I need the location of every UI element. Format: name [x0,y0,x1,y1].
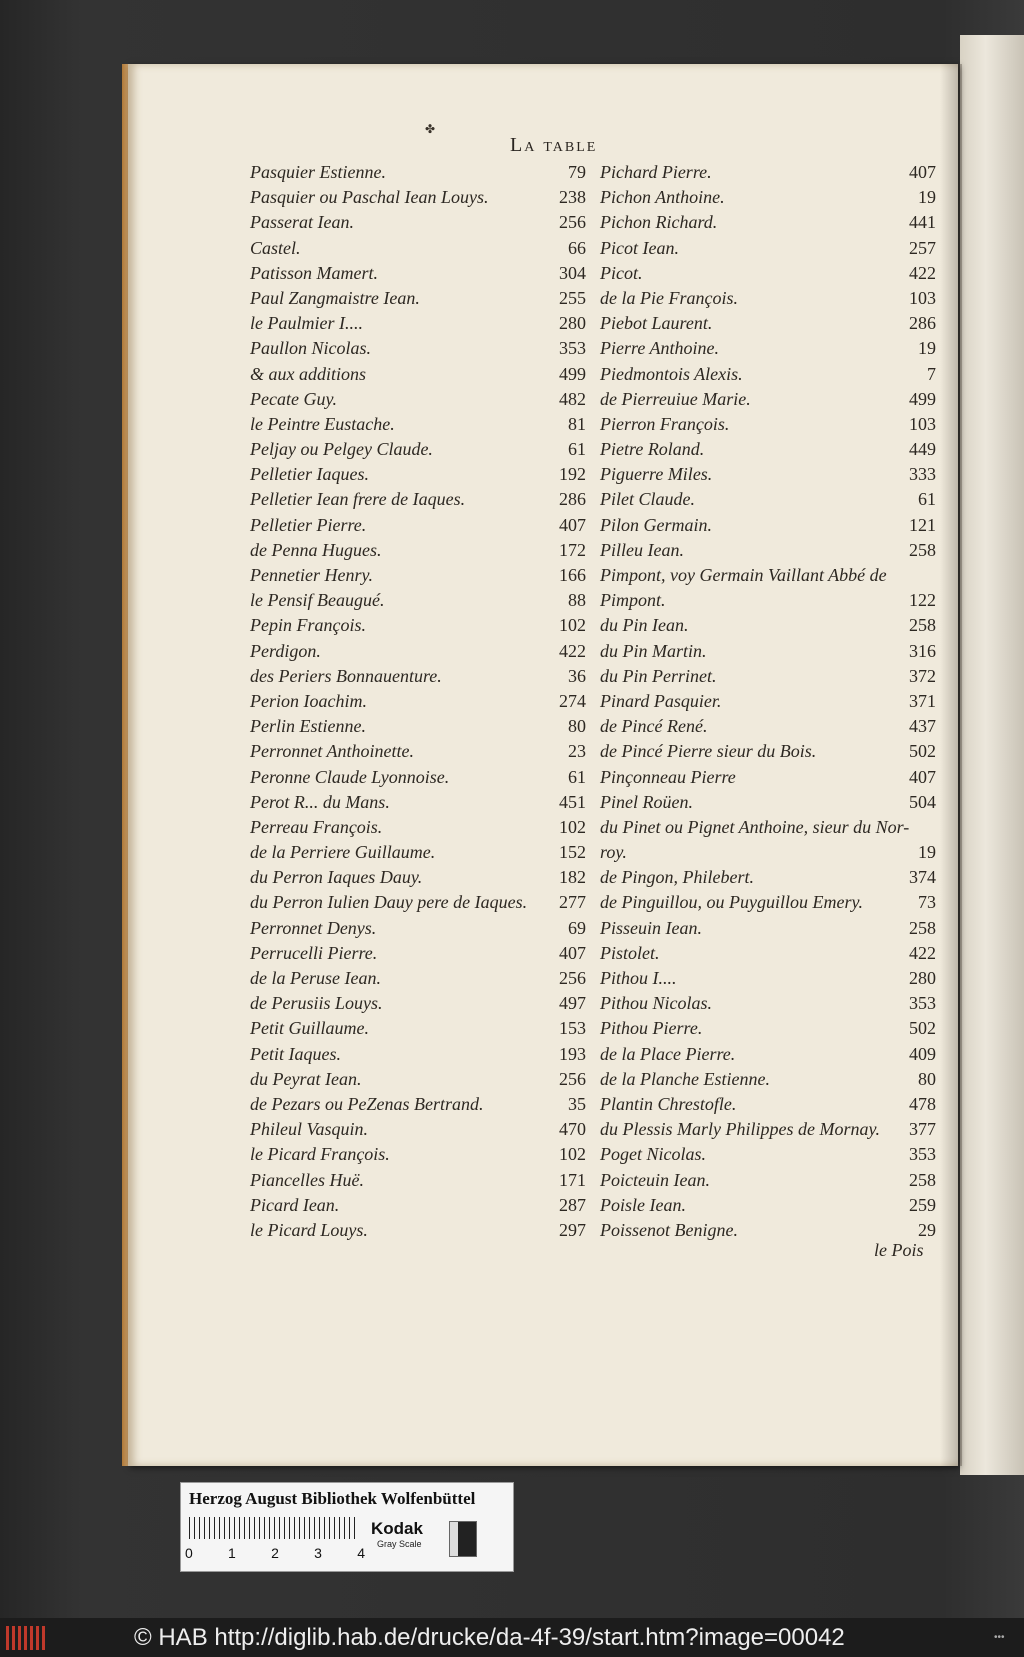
entry-name: de Penna Hugues. [250,539,382,560]
entry-name: Perronnet Anthoinette. [250,741,414,762]
index-entry [600,313,936,338]
index-entry [250,464,586,489]
entry-page-number: 286 [559,489,586,510]
entry-page-number: 502 [909,741,936,762]
index-entry [600,414,936,439]
entry-page-number: 277 [559,892,586,913]
more-options-icon[interactable]: ••• [994,1632,1005,1643]
ornament-mark: ✤ [425,122,436,136]
entry-page-number: 333 [909,464,936,485]
hab-logo-icon [6,1626,46,1650]
entry-name: de la Place Pierre. [600,1043,736,1064]
index-entry [250,615,586,640]
entry-name: Piedmontois Alexis. [600,363,743,384]
entry-page-number: 422 [559,640,586,661]
entry-name: des Periers Bonnauenture. [250,665,442,686]
entry-page-number: 35 [568,1093,586,1114]
entry-name: Pisseuin Iean. [600,917,702,938]
entry-page-number: 102 [559,816,586,837]
entry-page-number: 353 [909,1144,936,1165]
index-entry [250,968,586,993]
entry-name: de Pinguillou, ou Puyguillou Emery. [600,892,863,913]
entry-name: Paul Zangmaistre Iean. [250,287,420,308]
index-entry [600,918,936,943]
entry-page-number: 103 [909,413,936,434]
index-entry [250,867,586,892]
index-column-right [600,162,936,1245]
entry-page-number: 304 [559,262,586,283]
entry-name: Pistolet. [600,942,660,963]
entry-name: Peljay ou Pelgey Claude. [250,439,433,460]
entry-page-number: 69 [568,917,586,938]
index-entry [250,1119,586,1144]
entry-page-number: 256 [559,1068,586,1089]
entry-page-number: 280 [909,968,936,988]
entry-name: Perrucelli Pierre. [250,942,378,963]
index-entry [250,389,586,414]
entry-name: Petit Guillaume. [250,1018,369,1039]
entry-name: de la Planche Estienne. [600,1068,770,1089]
entry-name: Piancelles Huë. [250,1169,364,1190]
entry-page-number: 422 [909,262,936,283]
entry-page-number: 19 [918,842,936,863]
entry-name: Pasquier ou Paschal Iean Louys. [250,187,489,208]
entry-page-number: 153 [559,1018,586,1039]
entry-page-number: 316 [909,640,936,661]
entry-page-number: 121 [909,514,936,535]
index-entry [600,364,936,389]
entry-name: Pennetier Henry. [250,565,373,585]
index-entry [250,741,586,766]
index-entry [250,338,586,363]
entry-page-number: 88 [568,590,586,611]
index-entry [250,943,586,968]
entry-name: le Peintre Eustache. [250,413,395,434]
ruler-number: 2 [271,1545,279,1561]
index-entry [600,439,936,464]
index-entry [250,918,586,943]
entry-page-number: 7 [927,363,936,384]
entry-page-number: 79 [568,162,586,182]
entry-page-number: 407 [559,514,586,535]
index-entry [600,389,936,414]
entry-name: Perot R... du Mans. [250,791,390,812]
entry-name: roy. [600,842,627,863]
viewer-footer [0,1618,1024,1657]
entry-page-number: 297 [559,1219,586,1240]
entry-page-number: 102 [559,615,586,636]
entry-page-number: 422 [909,942,936,963]
index-entry [250,1044,586,1069]
entry-name: Pimpont. [600,590,666,611]
entry-page-number: 61 [918,489,936,510]
index-entry [250,1018,586,1043]
entry-name: le Picard Louys. [250,1219,368,1240]
entry-page-number: 372 [909,665,936,686]
entry-name: Poget Nicolas. [600,1144,706,1165]
entry-page-number: 497 [559,993,586,1014]
entry-name: Pinel Roüen. [600,791,693,812]
entry-page-number: 274 [559,690,586,711]
index-entry [250,993,586,1018]
entry-name: Pilleu Iean. [600,539,684,560]
entry-name: Phileul Vasquin. [250,1119,368,1140]
index-entry [250,590,586,615]
entry-page-number: 482 [559,388,586,409]
entry-name: Pimpont, voy Germain Vaillant Abbé de [600,565,887,585]
entry-name: Pichon Anthoine. [600,187,725,208]
entry-name: Piguerre Miles. [600,464,713,485]
index-entry [600,892,936,917]
entry-page-number: 407 [909,162,936,182]
index-entry [600,968,936,993]
entry-page-number: 502 [909,1018,936,1039]
entry-name: Pithou Nicolas. [600,993,712,1014]
index-entry [600,162,936,187]
entry-name: du Plessis Marly Philippes de Mornay. [600,1119,880,1140]
index-entry [600,263,936,288]
index-entry [600,943,936,968]
entry-page-number: 478 [909,1093,936,1114]
entry-page-number: 377 [909,1119,936,1140]
entry-name: Pasquier Estienne. [250,162,386,182]
entry-name: Pierron François. [600,413,730,434]
index-entry [600,767,936,792]
entry-name: de la Peruse Iean. [250,968,381,988]
index-entry [250,1094,586,1119]
ruler-number: 0 [185,1545,193,1561]
entry-name: Poisle Iean. [600,1194,686,1215]
library-title: Herzog August Bibliothek Wolfenbüttel [189,1489,476,1508]
index-entry [250,187,586,212]
entry-name: Pichon Richard. [600,212,718,233]
entry-page-number: 449 [909,439,936,460]
index-entry [250,238,586,263]
entry-name: Pinard Pasquier. [600,690,722,711]
page-header: La table [510,134,598,156]
entry-page-number: 371 [909,690,936,711]
entry-name: de Perusiis Louys. [250,993,383,1014]
index-entry [250,792,586,817]
index-entry [600,993,936,1018]
entry-name: de Pezars ou PeZenas Bertrand. [250,1093,484,1114]
index-entry [600,1044,936,1069]
entry-name: Picot. [600,262,643,283]
index-entry [250,1144,586,1169]
index-entry [600,238,936,263]
index-entry [600,641,936,666]
entry-page-number: 29 [918,1219,936,1240]
kodak-brand: Kodak [371,1519,423,1538]
entry-page-number: 36 [568,665,586,686]
entry-page-number: 258 [909,539,936,560]
facing-page-edge [960,35,1024,1475]
entry-page-number: 66 [568,237,586,258]
entry-name: le Pensif Beaugué. [250,590,385,611]
index-entry [600,187,936,212]
footer-url[interactable]: © HAB http://diglib.hab.de/drucke/da-4f-39/start.htm?image=00042 [134,1624,845,1651]
index-entry [250,540,586,565]
index-entry [250,515,586,540]
index-entry [600,1144,936,1169]
index-entry [600,464,936,489]
entry-page-number: 238 [559,187,586,208]
index-entry [250,892,586,917]
entry-page-number: 152 [559,842,586,863]
index-entry [250,842,586,867]
entry-page-number: 287 [559,1194,586,1215]
entry-name: du Pinet ou Pignet Anthoine, sieur du Nor- [600,816,910,837]
entry-name: Pepin François. [250,615,366,636]
entry-name: de Pincé Pierre sieur du Bois. [600,741,817,762]
entry-page-number: 437 [909,716,936,737]
entry-name: Pecate Guy. [250,388,337,409]
entry-page-number: 80 [568,716,586,737]
entry-page-number: 258 [909,615,936,636]
index-entry [600,615,936,640]
entry-name: Peronne Claude Lyonnoise. [250,766,450,787]
entry-name: de Pingon, Philebert. [600,867,754,888]
entry-name: Poicteuin Iean. [600,1169,710,1190]
entry-name: Pinçonneau Pierre [600,766,736,787]
entry-name: de Pierreuiue Marie. [600,388,751,409]
entry-page-number: 258 [909,1169,936,1190]
index-entry [600,792,936,817]
entry-name: le Picard François. [250,1144,390,1165]
entry-page-number: 182 [559,867,586,888]
entry-name: Pelletier Iaques. [250,464,369,485]
entry-page-number: 374 [909,867,936,888]
entry-page-number: 409 [909,1043,936,1064]
entry-page-number: 192 [559,464,586,485]
entry-name: du Perron Iulien Dauy pere de Iaques. [250,892,528,913]
entry-page-number: 256 [559,212,586,233]
index-entry [250,1170,586,1195]
ruler-scale [189,1517,359,1539]
index-entry [600,716,936,741]
index-entry [250,162,586,187]
entry-name: Pilet Claude. [600,489,695,510]
index-entry [600,817,936,842]
entry-name: de Pincé René. [600,716,708,737]
entry-page-number: 499 [559,363,586,384]
entry-name: du Peyrat Iean. [250,1068,362,1089]
entry-name: Pichard Pierre. [600,162,712,182]
entry-page-number: 407 [909,766,936,787]
entry-page-number: 23 [568,741,586,762]
entry-name: Patisson Mamert. [250,262,378,283]
index-entry [250,767,586,792]
entry-page-number: 257 [909,237,936,258]
index-entry [250,439,586,464]
index-entry [600,338,936,363]
index-entry [600,842,936,867]
entry-name: Petit Iaques. [250,1043,341,1064]
index-entry [600,1069,936,1094]
index-entry [250,817,586,842]
entry-page-number: 451 [559,791,586,812]
entry-page-number: 103 [909,287,936,308]
entry-name: Picot Iean. [600,237,679,258]
index-entry [250,666,586,691]
entry-name: Pietre Roland. [600,439,705,460]
entry-page-number: 280 [559,313,586,334]
catchword: le Pois [874,1240,924,1260]
ruler-number: 3 [314,1545,322,1561]
entry-name: Pithou I.... [600,968,677,988]
index-entry [600,1119,936,1144]
index-entry [600,1170,936,1195]
entry-page-number: 193 [559,1043,586,1064]
entry-name: Perlin Estienne. [250,716,366,737]
entry-page-number: 122 [909,590,936,611]
entry-page-number: 353 [559,338,586,359]
entry-name: Perreau François. [250,816,383,837]
entry-page-number: 166 [559,565,586,585]
entry-name: Perdigon. [250,640,321,661]
index-entry [250,212,586,237]
index-entry [600,590,936,615]
entry-page-number: 171 [559,1169,586,1190]
index-entry [600,540,936,565]
index-entry [600,515,936,540]
entry-page-number: 19 [918,187,936,208]
entry-page-number: 470 [559,1119,586,1140]
entry-page-number: 172 [559,539,586,560]
entry-page-number: 19 [918,338,936,359]
index-entry [600,666,936,691]
ruler-number: 1 [228,1545,236,1561]
index-entry [600,691,936,716]
entry-name: Perronnet Denys. [250,917,377,938]
entry-name: Plantin Chrestofle. [600,1093,737,1114]
entry-name: & aux additions [250,363,366,384]
entry-page-number: 258 [909,917,936,938]
entry-page-number: 73 [918,892,936,913]
index-entry [600,867,936,892]
index-entry [250,641,586,666]
index-entry [250,489,586,514]
entry-page-number: 504 [909,791,936,812]
index-entry [600,1195,936,1220]
entry-page-number: 353 [909,993,936,1014]
entry-name: du Pin Martin. [600,640,707,661]
entry-name: Picard Iean. [250,1194,340,1215]
entry-page-number: 61 [568,766,586,787]
entry-name: Pelletier Pierre. [250,514,367,535]
entry-page-number: 81 [568,413,586,434]
entry-page-number: 499 [909,388,936,409]
index-entry [250,313,586,338]
entry-page-number: 407 [559,942,586,963]
entry-name: Castel. [250,237,301,258]
entry-page-number: 61 [568,439,586,460]
entry-name: de la Perriere Guillaume. [250,842,436,863]
entry-name: Paullon Nicolas. [250,338,371,359]
index-entry [250,263,586,288]
entry-name: Perion Ioachim. [250,690,367,711]
gray-scale-patch [449,1521,477,1557]
index-entry [250,565,586,590]
entry-name: du Perron Iaques Dauy. [250,867,423,888]
index-column-left [250,162,586,1245]
entry-page-number: 286 [909,313,936,334]
entry-name: Passerat Iean. [250,212,354,233]
index-entry [250,1069,586,1094]
entry-name: le Paulmier I.... [250,313,363,334]
kodak-subtitle: Gray Scale [377,1539,422,1549]
entry-name: Pithou Pierre. [600,1018,703,1039]
index-entry [600,212,936,237]
entry-name: Pilon Germain. [600,514,712,535]
index-entry [250,1195,586,1220]
entry-name: de la Pie François. [600,287,738,308]
entry-name: Piebot Laurent. [600,313,713,334]
entry-page-number: 255 [559,287,586,308]
index-entry [250,691,586,716]
entry-page-number: 259 [909,1194,936,1215]
index-entry [600,1094,936,1119]
index-entry [250,414,586,439]
entry-page-number: 256 [559,968,586,988]
page-gutter [940,64,962,1466]
entry-name: Poissenot Benigne. [600,1219,738,1240]
index-entry [250,288,586,313]
library-label [180,1482,514,1572]
index-entry [250,716,586,741]
entry-name: Pelletier Iean frere de Iaques. [250,489,466,510]
ruler-number: 4 [357,1545,365,1561]
index-entry [600,741,936,766]
index-entry [250,364,586,389]
index-entry [600,1018,936,1043]
ruler-numbers [185,1545,365,1561]
entry-page-number: 441 [909,212,936,233]
index-entry [600,489,936,514]
index-entry [600,288,936,313]
entry-name: du Pin Iean. [600,615,689,636]
entry-page-number: 102 [559,1144,586,1165]
index-entry [250,1220,586,1245]
entry-name: du Pin Perrinet. [600,665,717,686]
entry-name: Pierre Anthoine. [600,338,719,359]
index-entry [600,565,936,590]
entry-page-number: 80 [918,1068,936,1089]
